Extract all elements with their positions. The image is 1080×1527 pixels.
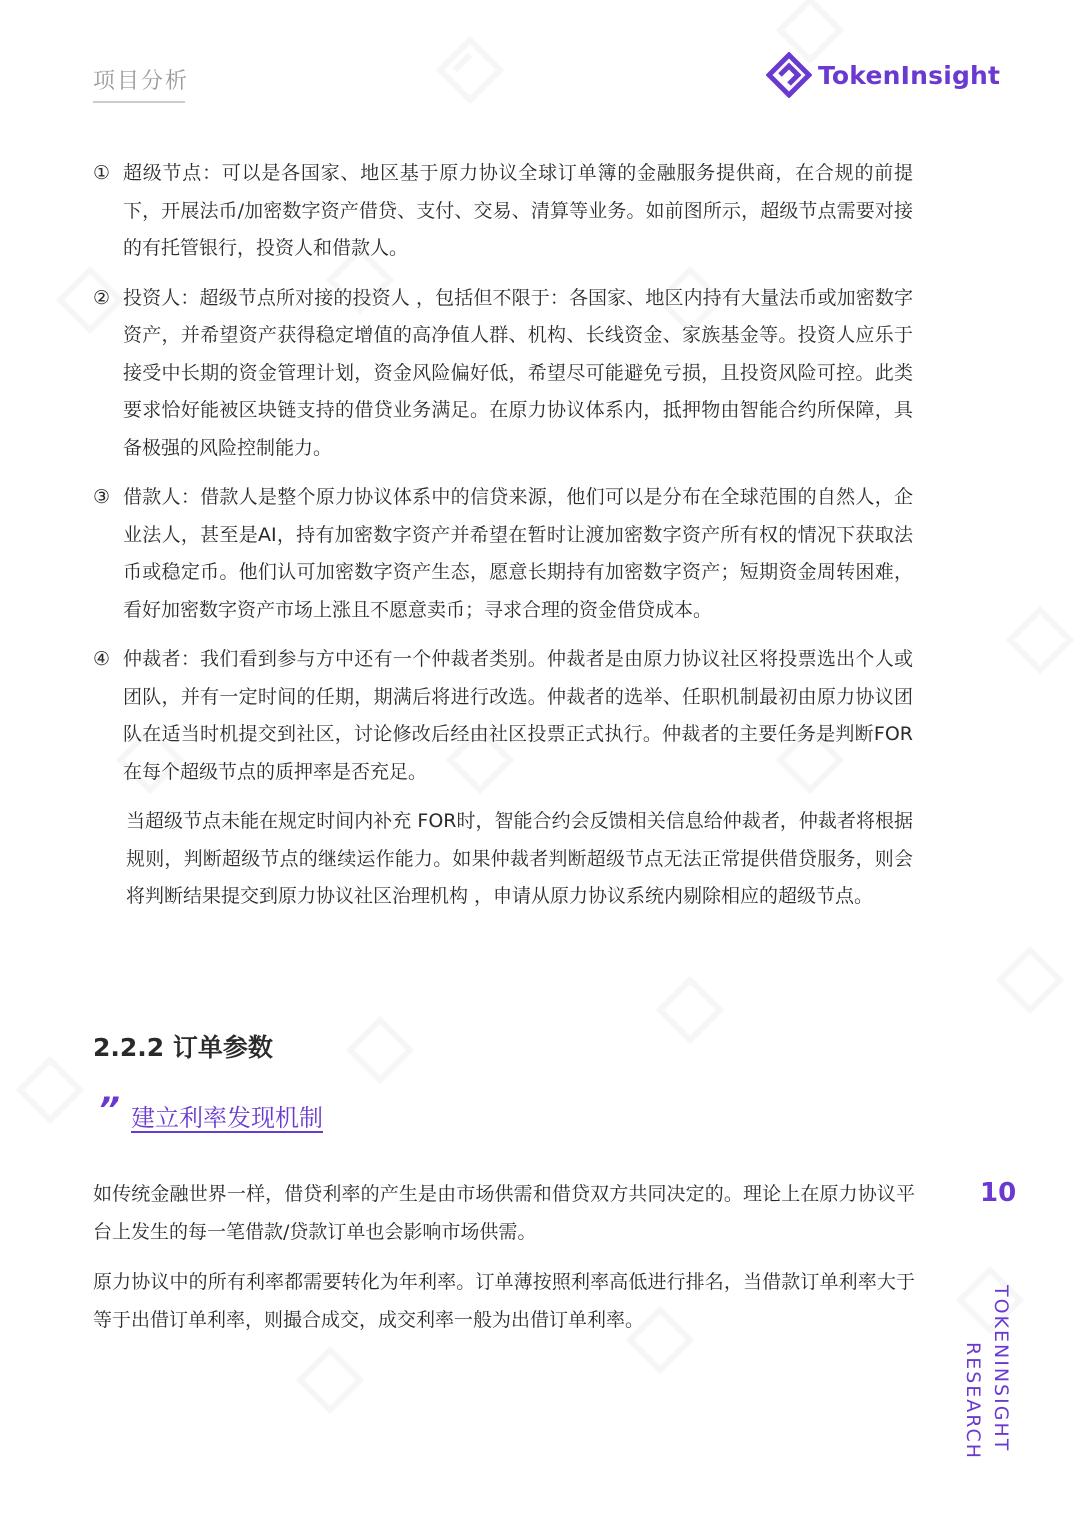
side-research-text: RESEARCH [962,1342,984,1461]
body-text [93,1176,915,1352]
list-item-number: ③ [93,486,111,508]
page-number: 10 [980,1178,1017,1208]
tokeninsight-logo-icon [766,52,812,98]
list-item-text: 超级节点：可以是各国家、地区基于原力协议全球订单簿的金融服务提供商，在合规的前提下，开展法币/加密数字资产借贷、支付、交易、清算等业务。如前图所示，超级节点需要对接的有托管银行，投资人和借款人。 [123,162,913,259]
list-item-text: 借款人：借款人是整个原力协议体系中的信贷来源，他们可以是分布在全球范围的自然人，企业法人，甚至是AI，持有加密数字资产并希望在暂时让渡加密数字资产所有权的情况下获取法币或稳定币。他们认可加密数字资产生态，愿意长期持有加密数字资产；短期资金周转困难，看好加密数字资产市场上涨且不愿意卖币；寻求合理的资金借贷成本。 [123,486,913,621]
list-item-number: ① [93,162,111,184]
list-item-text: 投资人：超级节点所对接的投资人 ，包括但不限于：各国家、地区内持有大量法币或加密数字资产，并希望资产获得稳定增值的高净值人群、机构、长线资金、家族基金等。投资人应乐于接受中长期的资金管理计划，资金风险偏好低，希望尽可能避免亏损，且投资风险可控。此类要求恰好能被区块链支持的借贷业务满足。在原力协议体系内，抵押物由智能合约所保障，具备极强的风险控制能力。 [123,286,913,459]
brand-logo [766,52,1000,98]
body-paragraph: 原力协议中的所有利率都需要转化为年利率。订单薄按照利率高低进行排名，当借款订单利率大于等于出借订单利率，则撮合成交，成交利率一般为出借订单利率。 [93,1271,915,1331]
list-item [93,155,913,268]
section-label-underline [93,101,185,103]
list-item [93,280,913,468]
subtitle-link[interactable]: 建立利率发现机制 [131,1104,323,1132]
list-item [93,641,913,791]
list-item-text: 仲裁者：我们看到参与方中还有一个仲裁者类别。仲裁者是由原力协议社区将投票选出个人或团队，并有一定时间的任期，期满后将进行改选。仲裁者的选举、任职机制最初由原力协议团队在适当时机提交到社区，讨论修改后经由社区投票正式执行。仲裁者的主要任务是判断FOR在每个超级节点的质押率是否充足。 [123,648,913,783]
list-item [93,479,913,629]
quote-mark-icon: ” [98,1090,120,1130]
list-item-number: ② [93,286,111,309]
main-content [93,155,913,916]
body-paragraph: 如传统金融世界一样，借贷利率的产生是由市场供需和借贷双方共同决定的。理论上在原力协议平台上发生的每一笔借款/贷款订单也会影响市场供需。 [93,1183,915,1243]
side-brand-text: TOKENINSIGHT [990,1285,1012,1453]
arbiter-followup-paragraph: 当超级节点未能在规定时间内补充 FOR时，智能合约会反馈相关信息给仲裁者，仲裁者将根据规则，判断超级节点的继续运作能力。如果仲裁者判断超级节点无法正常提供借贷服务，则会将判断结果提交到原力协议社区治理机构 ，申请从原力协议系统内剔除相应的超级节点。 [126,810,913,907]
section-label: 项目分析 [93,69,190,94]
brand-name: TokenInsight [818,60,1001,90]
section-heading: 2.2.2 订单参数 [93,1033,273,1062]
list-item-number: ④ [93,648,111,670]
